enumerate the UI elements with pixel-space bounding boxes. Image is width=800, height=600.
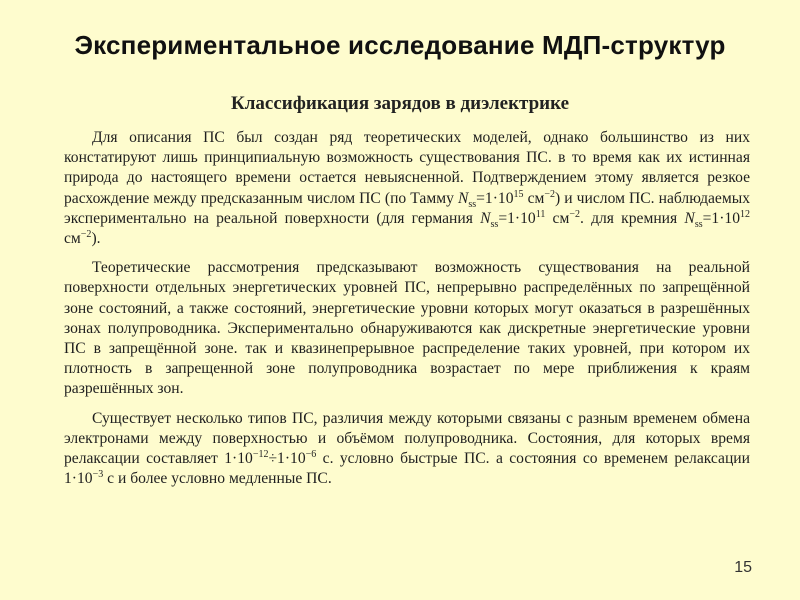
slide-title: Экспериментальное исследование МДП-структур (74, 30, 726, 60)
paragraph-theoretical-predictions: Теоретические рассмотрения предсказывают возможность существования на реальной поверхности отдельных энергетических уровней ПС, непрерывно распределённых по запрещённой зоне состояний, а также состояний, энергетические уровни которых могут оказаться в разрешённых зонах полупроводника. Экспериментально обнаруживаются как дискретные энергетические уровни ПС в запрещённой зоне. так и квазинепрерывное распределение таких уровней, при котором их плотность в запрещенной зоне полупроводника возрастает по мере приближения к краям разрешённых зон. (64, 259, 750, 398)
formula-tamm-density: $N_{ss}=1\cdot 10^{15}$ $см^{-2}$ (457, 188, 556, 210)
formula-silicon-density: $N_{ss}=1\cdot 10^{12}$ $см^{-2}$ (64, 208, 750, 248)
paragraph-surface-states-models: Для описания ПС был создан ряд теоретических моделей, однако большинство из них констатируют лишь принципиальную возможность существования ПС. в то время как их истинная природа до настоящего времени остается невыясненной. Подтверждением этому является резкое расхождение между предсказанным числом ПС (по Тамму $N_{ss}=1\cdot 10^{15}$ $см^{-2}$) и числом ПС. наблюдаемых экспериментально на реальной поверхности (для германия $N_{ss}=1\cdot 10^{11}$ $см^{-2}$. для кремния $N_{ss}=1\cdot 10^{12}$ $см^{-2}$). (64, 129, 750, 248)
page-number: 15 (734, 559, 752, 576)
paragraph-state-types: Существует несколько типов ПС, различия между которыми связаны с разным временем обмена электронами между поверхностью и объёмом полупроводника. Состояния, для которых время релаксации составляет $1\cdot 10^{-12}\div 1\cdot 10^{-6}$ с. условно быстрые ПС. а состояния со временем релаксации $1\cdot 10^{-3}$ с и более условно медленные ПС. (64, 409, 750, 488)
slide-body (64, 128, 750, 498)
slide-subtitle: Классификация зарядов в диэлектрике (230, 93, 570, 114)
formula-germanium-density: $N_{ss}=1\cdot 10^{11}$ $см^{-2}$ (480, 208, 580, 230)
